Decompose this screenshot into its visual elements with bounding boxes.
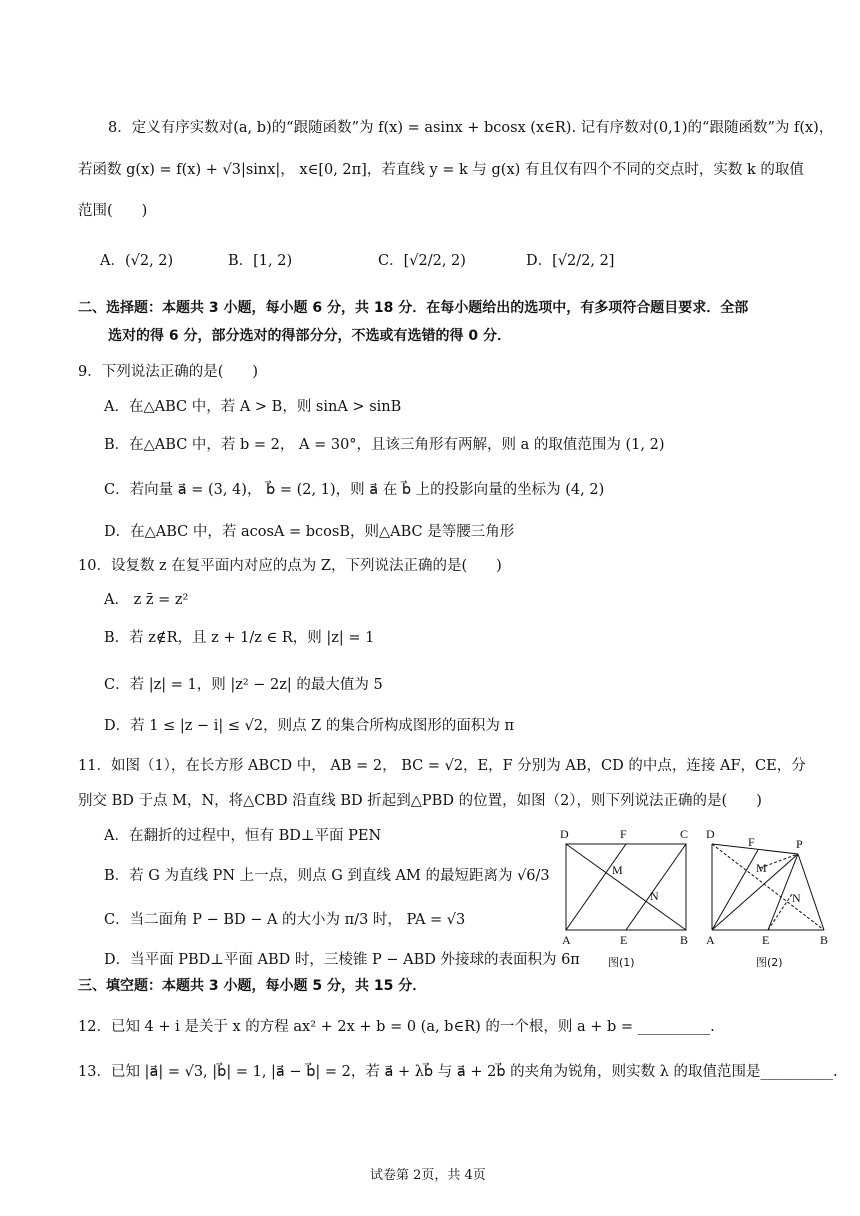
figure-1-segment-ec (626, 844, 686, 930)
q8-line2: 若函数 g(x) = f(x) + √3|sinx|， x∈[0, 2π]，若直线 y = k 与 g(x) 有且仅有四个不同的交点时，实数 k 的取值 (78, 162, 804, 178)
figure-1-label-m: M (612, 863, 623, 877)
figure-2-label-b: B (820, 933, 829, 947)
q8-option-c: C．[√2/2, 2) (378, 253, 466, 269)
figure-1-label-d: D (560, 827, 569, 841)
figure-2-segment-dp (712, 844, 798, 854)
page-footer: 试卷第 2页，共 4页 (370, 1168, 486, 1183)
figure-1-label-f: F (620, 827, 627, 841)
q8-option-b: B．[1, 2) (228, 253, 293, 269)
figure-2-label-p: P (796, 837, 803, 851)
figure-2 (704, 826, 838, 972)
q10-option-b: B．若 z∉R，且 z + 1/z ∈ R，则 |z| = 1 (104, 630, 375, 646)
figure-1-label-n: N (650, 889, 659, 903)
section2-title-line1: 二、选择题：本题共 3 小题，每小题 6 分，共 18 分．在每小题给出的选项中，有多项符合题目要求．全部 (78, 300, 749, 316)
figure-2-caption: 图(2) (756, 956, 783, 969)
figure-2-label-e: E (762, 933, 770, 947)
q11-option-d: D．当平面 PBD⊥平面 ABD 时，三棱锥 P − ABD 外接球的表面积为 6π (104, 952, 580, 968)
q8-line3: 范围( ) (78, 203, 148, 219)
q9-option-c: C．若向量 a⃗ = (3, 4)， b⃗ = (2, 1)，则 a⃗ 在 b⃗ 上的投影向量的坐标为 (4, 2) (104, 482, 605, 498)
figure-1-label-c: C (680, 827, 689, 841)
figure-2-label-d: D (706, 827, 715, 841)
q11-line1: 11．如图（1），在长方形 ABCD 中， AB = 2， BC = √2，E，F 分别为 AB，CD 的中点，连接 AF，CE，分 (78, 758, 806, 774)
figure-2-segment-pb (798, 854, 824, 930)
q9-stem: 9．下列说法正确的是( ) (78, 364, 259, 380)
figure-2-diagonal-bd (712, 844, 824, 930)
figure-2-label-m: M (756, 861, 767, 875)
figure-2-label-n: N (792, 891, 801, 905)
q8-option-a: A．(√2, 2) (100, 253, 174, 269)
figure-1-label-e: E (620, 933, 628, 947)
section3-title: 三、填空题：本题共 3 小题，每小题 5 分，共 15 分． (78, 978, 427, 994)
q11-option-b: B．若 G 为直线 PN 上一点，则点 G 到直线 AM 的最短距离为 √6/3 (104, 868, 550, 884)
q8-line1: 8．定义有序实数对(a, b)的“跟随函数”为 f(x) = asinx + bcosx (x∈R). 记有序数对(0,1)的“跟随函数”为 f(x)， (108, 120, 834, 136)
q8-option-d: D．[√2/2, 2] (526, 253, 615, 269)
figure-1-label-b: B (680, 933, 689, 947)
q9-option-d: D．在△ABC 中，若 acosA = bcosB，则△ABC 是等腰三角形 (104, 524, 515, 540)
figure-2-segment-af (712, 850, 758, 930)
q9-option-b: B．在△ABC 中，若 b = 2， A = 30°，且该三角形有两解，则 a 的取值范围为 (1, 2) (104, 437, 665, 453)
figure-1-segment-af (566, 844, 626, 930)
section2-title-line2: 选对的得 6 分，部分选对的得部分分，不选或有选错的得 0 分． (108, 328, 511, 344)
figure-1-diagonal-bd (566, 844, 686, 930)
q9-option-a: A．在△ABC 中，若 A > B，则 sinA > sinB (104, 399, 402, 415)
q13-text: 13．已知 |a⃗| = √3, |b⃗| = 1, |a⃗ − b⃗| = 2，若 a⃗ + λb⃗ 与 a⃗ + 2b⃗ 的夹角为锐角，则实数 λ 的取值范围是__________. (78, 1064, 838, 1080)
q10-stem: 10．设复数 z 在复平面内对应的点为 Z，下列说法正确的是( ) (78, 558, 502, 574)
figure-2-segment-ap (712, 854, 798, 930)
figure-1-caption: 图(1) (608, 956, 635, 969)
q10-option-c: C．若 |z| = 1，则 |z² − 2z| 的最大值为 5 (104, 677, 383, 693)
figure-2-label-a: A (706, 933, 715, 947)
q11-option-c: C．当二面角 P − BD − A 的大小为 π/3 时， PA = √3 (104, 912, 466, 928)
figure-1-label-a: A (562, 933, 571, 947)
figure-2-label-f: F (748, 835, 755, 849)
q12-text: 12．已知 4 + i 是关于 x 的方程 ax² + 2x + b = 0 (a, b∈R) 的一个根，则 a + b = __________. (78, 1019, 715, 1035)
q10-option-d: D．若 1 ≤ |z − i| ≤ √2，则点 Z 的集合所构成图形的面积为 π (104, 718, 515, 734)
q11-option-a: A．在翻折的过程中，恒有 BD⊥平面 PEN (104, 828, 382, 844)
q10-option-a: A． z z̄ = z² (104, 592, 189, 608)
q11-line2: 别交 BD 于点 M，N，将△CBD 沿直线 BD 折起到△PBD 的位置，如图（2），则下列说法正确的是( ) (78, 793, 762, 809)
figure-1 (556, 826, 704, 972)
